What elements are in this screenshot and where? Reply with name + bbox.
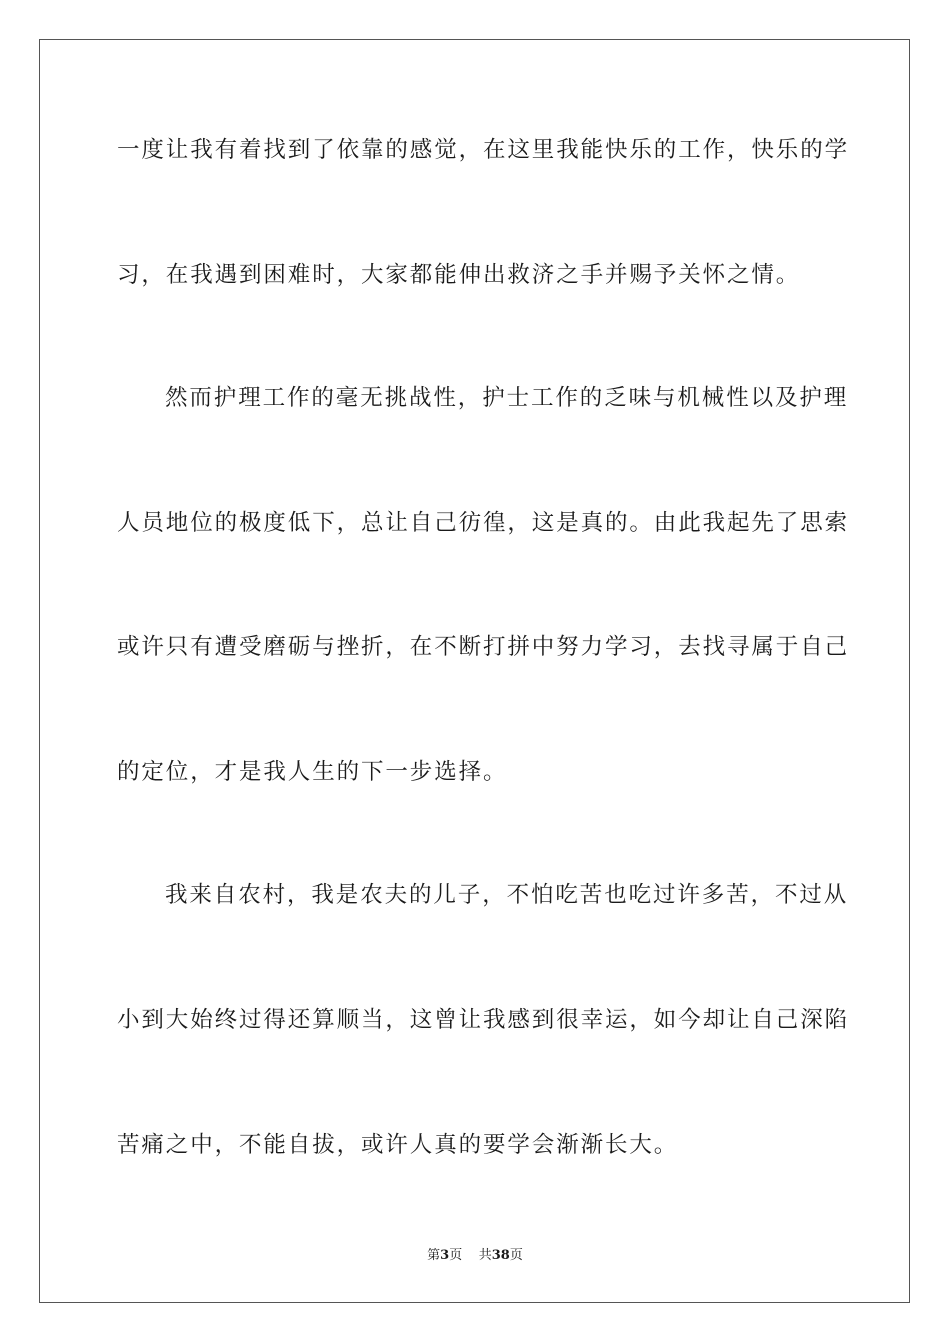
total-label-prefix: 共 <box>478 1248 492 1263</box>
page-label-suffix: 页 <box>449 1248 463 1263</box>
total-pages: 38 <box>491 1248 510 1263</box>
total-label-suffix: 页 <box>509 1248 523 1263</box>
text-line: 的定位，才是我人生的下一步选择。 <box>117 759 508 785</box>
text-line: 人员地位的极度低下，总让自己彷徨，这是真的。由此我起先了思索 <box>117 510 850 536</box>
page-border <box>39 39 910 1303</box>
page-label-prefix: 第 <box>427 1248 441 1263</box>
page-number: 3 <box>440 1248 450 1263</box>
text-line: 习，在我遇到困难时，大家都能伸出救济之手并赐予关怀之情。 <box>117 262 801 288</box>
paragraph-first-line: 我来自农村，我是农夫的儿子，不怕吃苦也吃过许多苦，不过从 <box>165 882 849 908</box>
text-line: 或许只有遭受磨砺与挫折，在不断打拼中努力学习，去找寻属于自己 <box>117 634 850 660</box>
paragraph-first-line: 然而护理工作的毫无挑战性，护士工作的乏味与机械性以及护理 <box>165 385 849 411</box>
text-line: 小到大始终过得还算顺当，这曾让我感到很幸运，如今却让自己深陷 <box>117 1007 850 1033</box>
page-footer <box>0 1247 950 1265</box>
text-line: 一度让我有着找到了依靠的感觉，在这里我能快乐的工作，快乐的学 <box>117 137 850 163</box>
text-line: 苦痛之中，不能自拔，或许人真的要学会渐渐长大。 <box>117 1132 679 1158</box>
